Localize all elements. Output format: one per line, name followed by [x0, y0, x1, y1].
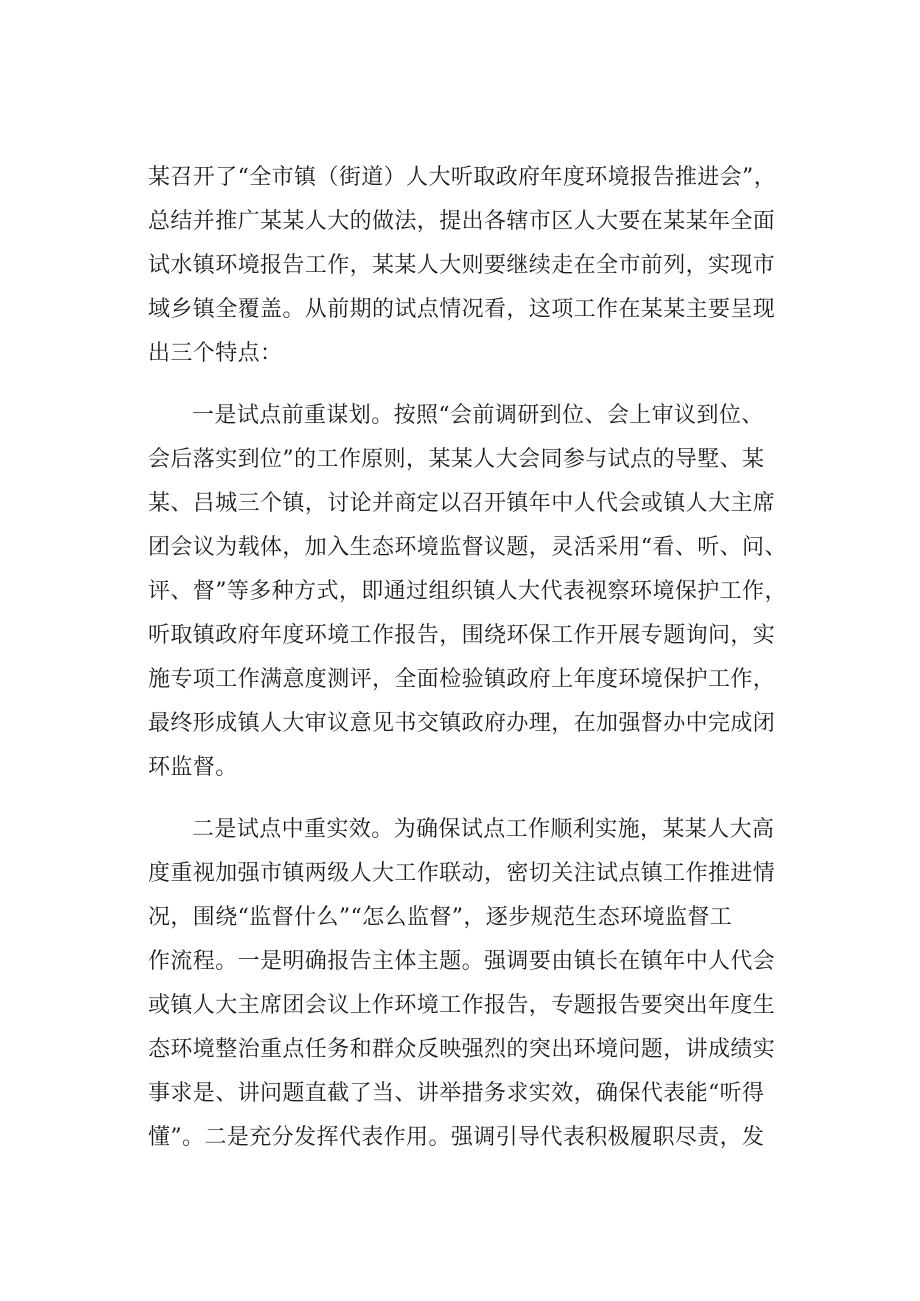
paragraph-line: 环监督。 — [148, 755, 238, 780]
paragraph-line: 度重视加强市镇两级人大工作联动，密切关注试点镇工作推进情 — [148, 861, 776, 886]
paragraph-line: 况，围绕“监督什么”“怎么监督”，逐步规范生态环境监督工 — [148, 905, 733, 930]
paragraph-line: 某、吕城三个镇，讨论并商定以召开镇年中人代会或镇人大主席 — [148, 491, 776, 516]
paragraph-line: 会后落实到位”的工作原则，某某人大会同参与试点的导墅、某 — [148, 447, 765, 472]
paragraph-line: 试水镇环境报告工作，某某人大则要继续走在全市前列，实现市 — [148, 253, 776, 278]
paragraph-line: 总结并推广某某人大的做法，提出各辖市区人大要在某某年全面 — [148, 209, 776, 234]
paragraph-1 — [148, 156, 808, 376]
paragraph-line: 团会议为载体，加入生态环境监督议题，灵活采用“看、听、问、 — [148, 535, 787, 560]
paragraph-line: 作流程。一是明确报告主体主题。强调要由镇长在镇年中人代会 — [148, 949, 776, 974]
paragraph-3 — [148, 808, 808, 1160]
paragraph-line: 或镇人大主席团会议上作环境工作报告，专题报告要突出年度生 — [148, 993, 776, 1018]
paragraph-line: 某召开了“全市镇（街道）人大听取政府年度环境报告推进会”， — [148, 165, 777, 190]
paragraph-line: 最终形成镇人大审议意见书交镇政府办理，在加强督办中完成闭 — [148, 711, 776, 736]
paragraph-line: 域乡镇全覆盖。从前期的试点情况看，这项工作在某某主要呈现 — [148, 297, 776, 322]
paragraph-line: 听取镇政府年度环境工作报告，围绕环保工作开展专题询问，实 — [148, 623, 776, 648]
paragraph-gap — [148, 790, 808, 808]
paragraph-gap — [148, 376, 808, 394]
paragraph-line: 态环境整治重点任务和群众反映强烈的突出环境问题，讲成绩实 — [148, 1037, 776, 1062]
paragraph-line: 懂”。二是充分发挥代表作用。强调引导代表积极履职尽责，发 — [148, 1125, 765, 1150]
paragraph-line: 事求是、讲问题直截了当、讲举措务求实效，确保代表能“听得 — [148, 1081, 765, 1106]
paragraph-line: 二是试点中重实效。为确保试点工作顺利实施，某某人大高 — [192, 817, 775, 842]
paragraph-line: 施专项工作满意度测评，全面检验镇政府上年度环境保护工作， — [148, 667, 776, 692]
paragraph-line: 一是试点前重谋划。按照“会前调研到位、会上审议到位、 — [192, 403, 764, 428]
body-text — [148, 156, 808, 1160]
paragraph-line: 出三个特点： — [148, 341, 283, 366]
paragraph-2 — [148, 394, 808, 790]
paragraph-line: 评、督”等多种方式，即通过组织镇人大代表视察环境保护工作， — [148, 579, 787, 604]
